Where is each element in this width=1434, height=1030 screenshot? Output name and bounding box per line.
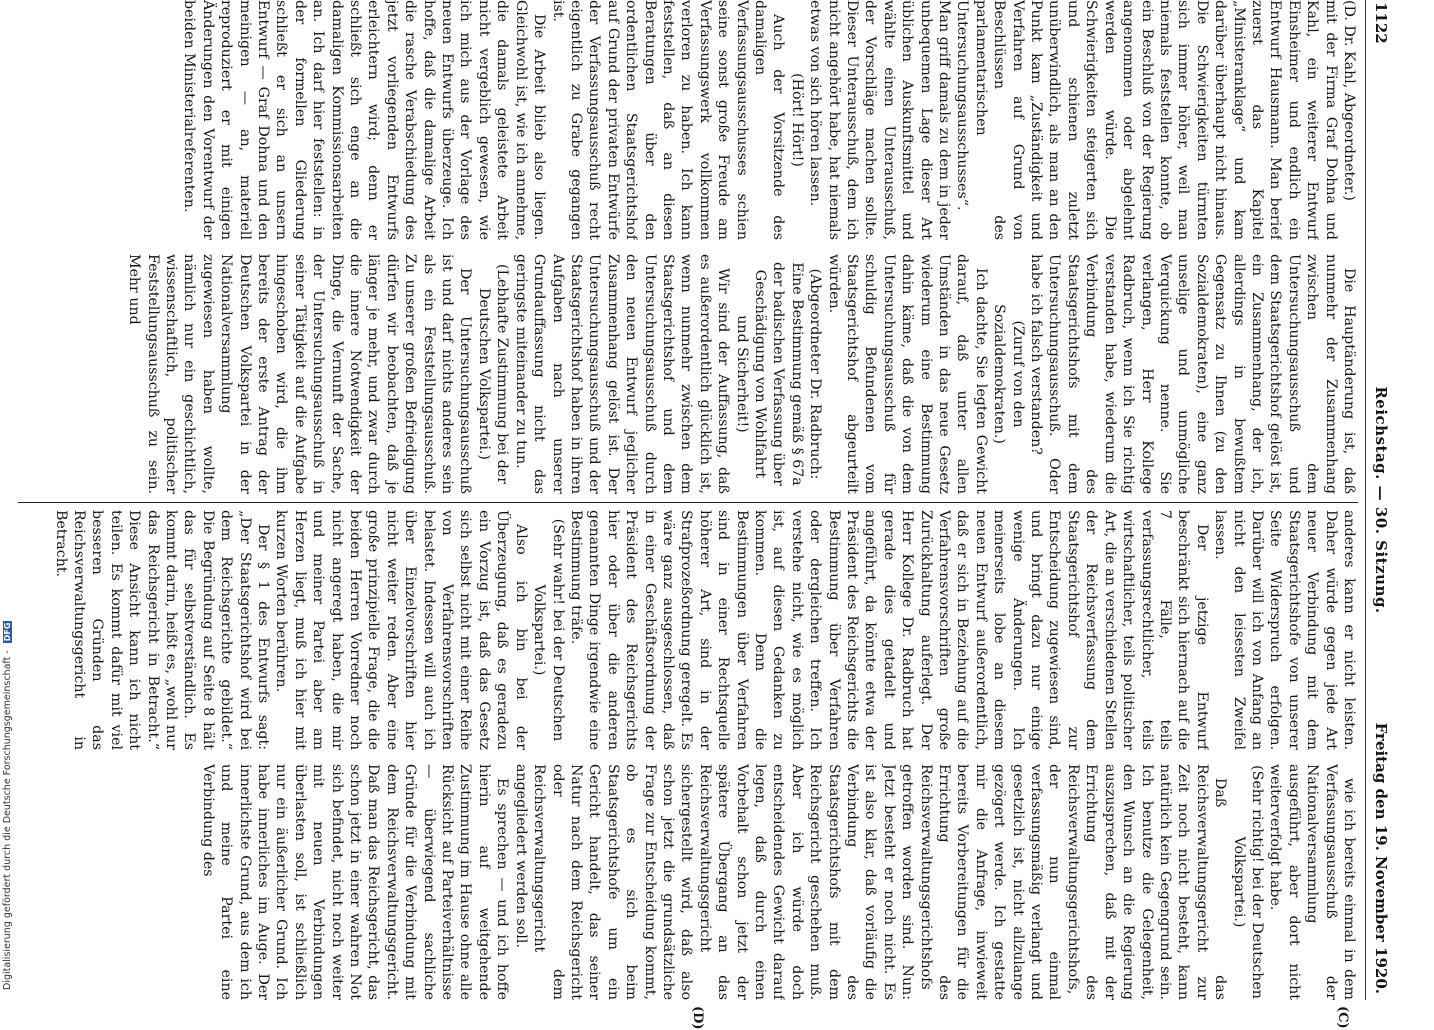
paragraph: Der § 1 des Entwurfs sagt: „Der Staatsgerichtshof wird bei dem Reichsgerichte gebildet.“ Die Begründung auf Seite 8 hält das für selbstverständlich. Es kommt darin, heißt es, „wohl nur das Reichsgericht in Betracht.“ Diese Ansicht kann ich nicht teilen. Es kommt dafür mit viel besseren Gründen das Reichsverwaltungsgericht in Betracht. xyxy=(51,510,272,750)
paragraph: (D. Dr. Kahl, Abgeordneter.) xyxy=(1340,0,1358,240)
page-number: 1122 xyxy=(1372,2,1390,44)
dfg-logo: DFG xyxy=(3,621,12,644)
text-column-4 xyxy=(18,764,1358,1000)
paragraph: anderes kann er nicht leisten. Daher würde gegen jede Art neuer Verbindung mit dem Staatsgerichtshofe von unserer Seite Widerspruch erfolgen. Darüber will ich von Anfang an nicht den leisesten Zweifel lassen. xyxy=(1211,510,1358,750)
margin-mark-d: (D) xyxy=(690,1006,705,1030)
paragraph: mit der Firma Graf Dohna und Kahl, ein weiterer Entwurf Einsheimer und endlich ein Entwurf Hausmann. Man berief zuerst das Kapitel „Ministeranklage“ und kam darüber überhaupt nicht hinaus. Die Schwierigkeiten türmten sich immer höher, weil man niemals feststellen konnte, ob ein Beschluß von der Regierung angenommen oder abgelehnt werden würde. Die Schwierigkeiten steigerten sich und schienen zuletzt unüberwindlich, als man an den Punkt kam „Zuständigkeit und Verfahren auf Grund von Beschlüssen des parlamentarischen Untersuchungsausschusses“. Man griff damals zu dem in jeder unbequemen Lage dieser Art üblichen Auskunftsmittel und wählte einen Unterausschuß, der Vorschläge machen sollte. Dieser Unterausschuß, dem ich nicht angehört habe, hat niemals etwas von sich hören lassen. xyxy=(806,0,1340,240)
paragraph: Ich dachte, Sie legten Gewicht darauf, daß unter allen Umständen in das neue Gesetz wiederum eine Bestimmung dahin käme, daß die von dem Untersuchungsausschuß für schuldig Befundenen vom Staatsgerichtshof abgeurteilt würden. xyxy=(824,254,990,494)
paragraph: Es sprechen — und ich hoffe hierin auf weitgehende Zustimmung im Hause ohne alle Rücksicht auf Parteiverhältnisse — überwiegend sachliche Gründe für die Verbindung mit dem Reichsverwaltungsgericht. Daß man das Reichsgericht, das schon jetzt in einer wahren Not sich befindet, nicht noch weiter mit neuen Verbindungen überlasten soll, ist schließlich nur ein äußerlicher Grund. Ich habe innerliches im Auge. Der innerlichste Grund, aus dem ich und meine Partei eine Verbindung des xyxy=(198,764,511,1000)
interjection: (Hört! Hört!) xyxy=(787,0,805,240)
paragraph: Wir sind der Auffassung, daß es außerordentlich glücklich ist, wenn nunmehr zwischen dem Staatsgerichtshof und dem Untersuchungsausschuß durch den neuen Entwurf jeglicher Zusammenhang gelöst ist. Der Untersuchungsausschuß und der Staatsgerichtshof haben in ihren Aufgaben nach unserer Grundauffassung nicht das geringste miteinander zu tun. xyxy=(511,254,732,494)
header-rule xyxy=(1365,0,1366,1000)
paragraph: Also ich bin bei der Überzeugung, daß es geradezu ein Vorzug ist, daß das Gesetz sich selbst nicht mit einer Reihe von Verfahrensvorschriften belastet. Indessen will auch ich über Einzelvorschriften hier nicht weiter reden. Aber eine große prinzipielle Frage, die die beiden Herren Vorredner noch nicht angeregt haben, die mir und meiner Partei aber am Herzen liegt, muß ich hier mit kurzen Worten berühren. xyxy=(272,510,530,750)
interjection: (Zuruf von den Sozialdemokraten.) xyxy=(990,254,1027,494)
text-column-2 xyxy=(18,254,1358,494)
interjection: (Lebhafte Zustimmung bei der Deutschen Volkspartei.) xyxy=(475,254,512,494)
margin-mark-c: (C) xyxy=(1335,1006,1350,1029)
credit-text: Digitalisierung gefördert durch die Deutsche Forschungsgemeinschaft - xyxy=(2,647,13,990)
interjection: (Sehr wahr! bei der Deutschen Volkspartei.) xyxy=(530,510,567,750)
session-date: Freitag den 19. November 1920. xyxy=(1372,723,1390,994)
paragraph: Der Untersuchungsausschuß ist und darf nichts anderes sein als ein Feststellungsausschuß. Zu unserer großen Befriedigung dürfen wir beobachten, daß je länger je mehr, und zwar durch die innere Notwendigkeit der Dinge, die Vernunft der Sache, der Untersuchungsausschuß in seiner Tätigkeit auf die Aufgabe hingeschoben wird, die ihm bereits der erste Antrag der Deutschen Volkspartei in der Nationalversammlung zugewiesen haben wollte, nämlich nur ein geschichtlich, wissenschaftlich, politischer Feststellungsausschuß zu sein. Mehr und xyxy=(125,254,475,494)
text-column-1 xyxy=(18,0,1358,240)
paragraph: Die Arbeit blieb also liegen. Gleichwohl ist, wie ich annehme, die damals geleistete Arbeit nicht vergeblich gewesen, wie ich mich aus der Vorlage des neuen Entwurfs überzeuge. Ich hoffe, daß die damalige Arbeit die rasche Verabschiedung des jetzt vorliegenden Entwurfs erleichtern wird; denn er schließt sich enge an die damaligen Kommissionsarbeiten an. Ich darf hier feststellen: in der formellen Gliederung schließt er sich an unsern Entwurf — Graf Dohna und den meinigen — an, materiell reproduziert er mit einigen Änderungen den Vorentwurf der beiden Ministerialreferenten. xyxy=(180,0,548,240)
paragraph: Der jetzige Entwurf beschränkt sich hiernach auf die 7 Fälle, teils verfassungsrechtlicher, teils wirtschaftlicher, teils politischer Art, die an verschiedenen Stellen der Reichsverfassung dem Staatsgerichtshof zur Entscheidung zugewiesen sind, und bringt dazu nur einige wenige Änderungen. Ich meinerseits lobe an diesem neuen Entwurf außerordentlich, daß er sich in Beziehung auf die Verfahrensvorschriften große Zurückhaltung auferlegt. Der Herr Kollege Dr. Radbruch hat gerade dies getadelt und angeführt, da könnte etwa der Präsident des Reichsgerichts die Bestimmung über Verfahren oder dergleichen treffen. Ich verstehe nicht, wie es möglich ist, auf diesen Gedanken zu kommen. Denn die Bestimmungen über Verfahren sind in einer Rechtsquelle höherer Art, sind in der Strafprozeßordnung geregelt. Es wäre ganz ausgeschlossen, daß in einer Geschäftsordnung der Präsident des Reichsgerichts hier oder über die anderen genannten Dinge irgendwie eine Bestimmung träfe. xyxy=(567,510,1211,750)
paragraph: Auch der Vorsitzende des damaligen Verfassungsausschusses schien seine sonst große Freude am Verfassungswerk vollkommen verloren zu haben. Ich kann feststellen, daß an diesen Beratungen über den ordentlichen Staatsgerichtshof auf Grund der privaten Entwürfe der Verfassungsausschuß recht eigentlich zu Grabe gegangen ist. xyxy=(548,0,787,240)
paragraph: wie ich bereits einmal in dem Verfassungsausschuß der Nationalversammlung ausgeführt, aber dort nicht weiterverfolgt habe. xyxy=(1266,764,1358,1000)
paragraph: Daß das Reichsverwaltungsgericht zur Zeit noch nicht besteht, kann natürlich kein Gegengrund sein. Ich benutze die Gelegenheit, den Wunsch an die Regierung auszusprechen, daß mit der Errichtung des Reichsverwaltungsgerichtshofs, der nun einmal verfassungsmäßig verlangt und gesetzlich ist, nicht allzulange gezögert werde. Ich gestatte mir die Anfrage, inwieweit bereits Vorbereitungen für die Errichtung des Reichsverwaltungsgerichtshofs getroffen worden sind. Nun: Jetzt besteht er noch nicht. Es ist also klar, daß vorläufig die Verbindung des Staatsgerichtshofs mit dem Reichsgericht geschehen muß. Aber ich würde doch entscheidendes Gewicht darauf legen, daß durch einen Vorbehalt schon jetzt der spätere Übergang an das Reichsverwaltungsgericht sichergestellt wird, daß also schon jetzt die grundsätzliche Frage zur Entscheidung kommt, ob es sich beim Staatsgerichtshofe um ein Gericht handelt, das seiner Natur nach dem Reichsgericht oder dem Reichsverwaltungsgericht angegliedert werden soll. xyxy=(511,764,1229,1000)
page-title: Reichstag. — 30. Sitzung. xyxy=(1372,0,1390,1000)
text-column-3 xyxy=(18,510,1358,750)
column-divider xyxy=(18,502,1358,503)
paragraph: Die Hauptänderung ist, daß nunmehr der Zusammenhang zwischen dem Untersuchungsausschuß und dem Staatsgerichtshof gelöst ist, ein Zusammenhang, der ich, allerdings in bewußtem Gegensatz zu Ihnen (zu den Sozialdemokraten), eine ganz unselige und unmögliche Verquickung nenne. Sie verlangen, Herr Kollege Radbruch, wenn ich Sie richtig verstanden habe, wiederum die Verbindung des Staatsgerichtshofs mit dem Untersuchungsausschuß. Oder habe ich falsch verstanden? xyxy=(1027,254,1358,494)
interjection: (Sehr richtig! bei der Deutschen Volkspartei.) xyxy=(1229,764,1266,1000)
interjection: (Abgeordneter Dr. Radbruch: Eine Bestimmung gemäß § 67a der badischen Verfassung über Geschädigung von Wohlfahrt und Sicherheit!) xyxy=(732,254,824,494)
page-header xyxy=(1366,0,1392,1000)
